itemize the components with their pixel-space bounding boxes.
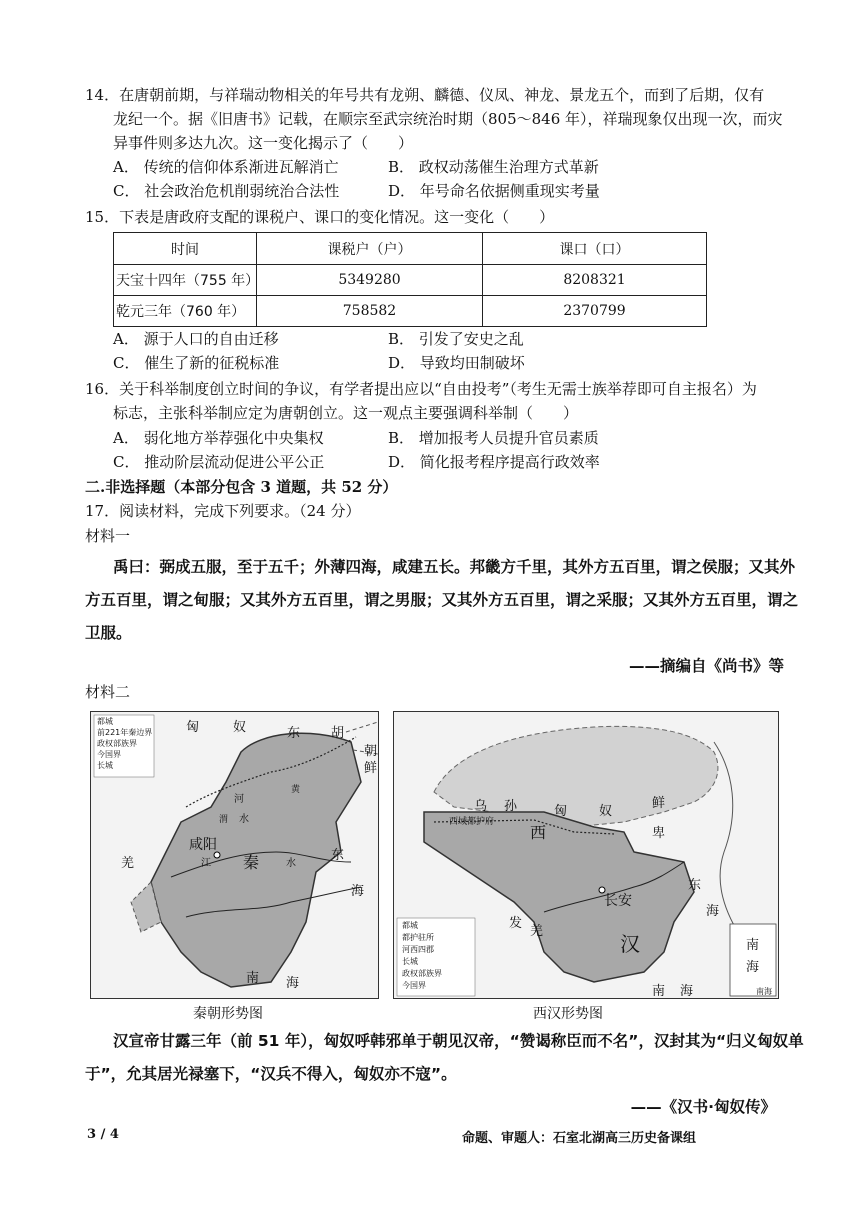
- q14-option-b: B． 政权动荡催生治理方式革新: [388, 158, 599, 176]
- table-row: [114, 265, 707, 296]
- q15-option-c: C． 催生了新的征税标准: [113, 354, 280, 372]
- map-legend-item: 今国界: [402, 981, 426, 990]
- material2-line2: 于”，允其居光禄塞下，“汉兵不得入，匈奴亦不寇”。: [85, 1065, 457, 1083]
- q14-line1: 14．在唐朝前期，与祥瑞动物相关的年号共有龙朔、麟德、仪凤、神龙、景龙五个，而到了后期，仅有: [85, 86, 765, 104]
- table-header-cell: 课税户（户）: [257, 233, 483, 265]
- map-legend-item: 河西四郡: [402, 945, 434, 954]
- material1-line2: 方五百里，谓之甸服；又其外方五百里，谓之男服；又其外方五百里，谓之采服；又其外方五百里，谓之: [85, 591, 799, 609]
- qin-map-caption: 秦朝形势图: [193, 1006, 263, 1022]
- section-heading: 二.非选择题（本部分包含 3 道题，共 52 分）: [85, 478, 398, 496]
- map-legend-item: 今国界: [97, 750, 121, 759]
- map-label: 南: [652, 984, 666, 999]
- q15-line1: 15．下表是唐政府支配的课税户、课口的变化情况。这一变化（ ）: [85, 208, 555, 226]
- table-cell: 8208321: [483, 265, 707, 296]
- map-legend-item: 长城: [402, 957, 418, 966]
- map-label: 海: [680, 984, 694, 999]
- map-label: 西: [530, 823, 547, 842]
- map-legend-item: 都城: [402, 921, 418, 930]
- qin-map: [90, 711, 379, 999]
- table-cell: 2370799: [483, 296, 707, 327]
- map-label: 秦: [243, 853, 260, 872]
- map-label: 东: [331, 848, 345, 863]
- map-label: 南海: [756, 987, 772, 996]
- table-cell: 天宝十四年（755 年）: [114, 265, 257, 296]
- q14-option-c: C． 社会政治危机削弱统治合法性: [113, 182, 340, 200]
- page-number: 3 / 4: [87, 1127, 119, 1142]
- q16-option-a: A． 弱化地方举荐强化中央集权: [113, 429, 324, 447]
- map-legend-item: 政权部族界: [402, 969, 442, 978]
- map-label: 水: [239, 814, 249, 825]
- q15-option-b: B． 引发了安史之乱: [388, 330, 524, 348]
- map-label: 鲜: [652, 796, 666, 811]
- q14-line2: 龙纪一个。据《旧唐书》记载，在顺宗至武宗统治时期（805～846 年），祥瑞现象仅出现一次，而灾: [113, 110, 783, 128]
- material1-line1: 禹曰：弼成五服，至于五千；外薄四海，咸建五长。邦畿方千里，其外方五百里，谓之侯服；又其外: [113, 558, 796, 576]
- table-cell: 5349280: [257, 265, 483, 296]
- map-label: 河: [234, 794, 244, 805]
- map-label: 匈: [186, 720, 200, 735]
- footer-author: 命题、审题人：石室北湖高三历史备课组: [462, 1131, 697, 1146]
- map-label: 渭: [219, 815, 229, 825]
- map-label: 朝: [364, 744, 378, 759]
- q15-option-a: A． 源于人口的自由迁移: [113, 330, 279, 348]
- map-label: 海: [286, 976, 300, 991]
- map-label: 江: [201, 858, 211, 869]
- map-label: 奴: [233, 720, 247, 735]
- map-label: 东: [688, 878, 702, 893]
- q16-option-c: C． 推动阶层流动促进公平公正: [113, 453, 325, 471]
- map-label: 乌: [474, 799, 488, 814]
- tax-table: [113, 232, 707, 327]
- map-label: 南: [246, 971, 260, 986]
- map-legend-item: 长城: [97, 761, 113, 770]
- map-label: 羌: [121, 856, 135, 871]
- map-label: 黄: [291, 785, 301, 795]
- map-label: 孙: [504, 799, 518, 814]
- map-legend-item: 前221年秦边界: [97, 728, 153, 737]
- map-label: 南: [746, 938, 760, 953]
- q16-line2: 标志，主张科举制应定为唐朝创立。这一观点主要强调科举制（ ）: [113, 404, 579, 422]
- table-header-cell: 课口（口）: [483, 233, 707, 265]
- western-han-map-shape: [394, 712, 778, 998]
- material2-source: ——《汉书·匈奴传》: [630, 1098, 776, 1116]
- map-label: 海: [351, 884, 365, 899]
- map-label: 奴: [599, 804, 613, 819]
- table-header-row: [114, 233, 707, 265]
- q16-option-b: B． 增加报考人员提升官员素质: [388, 429, 599, 447]
- material1-label: 材料一: [85, 527, 131, 545]
- map-capital-label: 咸阳: [189, 837, 217, 853]
- map-legend-item: 都城: [97, 717, 113, 726]
- map-label: 水: [286, 858, 296, 869]
- map-legend-item: 政权部族界: [97, 739, 137, 748]
- table-cell: 乾元三年（760 年）: [114, 296, 257, 327]
- q16-option-d: D． 简化报考程序提高行政效率: [388, 453, 600, 471]
- map-legend-item: 都护驻所: [402, 933, 434, 942]
- q16-line1: 16．关于科举制度创立时间的争议，有学者提出应以“自由投考”（考生无需士族举荐即可自主报名）为: [85, 380, 757, 398]
- map-label: 海: [746, 960, 760, 975]
- table-header-cell: 时间: [114, 233, 257, 265]
- map-label: 发: [509, 916, 523, 931]
- map-label: 东: [287, 726, 301, 741]
- map-label: 胡: [331, 726, 345, 741]
- q14-option-d: D． 年号命名依据侧重现实考量: [388, 182, 600, 200]
- map-label: 海: [706, 904, 720, 919]
- q14-line3: 异事件则多达九次。这一变化揭示了（ ）: [113, 134, 414, 152]
- q17-line1: 17．阅读材料，完成下列要求。（24 分）: [85, 502, 361, 520]
- map-label: 卑: [652, 826, 666, 841]
- map-label: 匈: [554, 804, 568, 819]
- q14-option-a: A． 传统的信仰体系渐进瓦解消亡: [113, 158, 339, 176]
- map-label: 鲜: [364, 761, 378, 776]
- western-han-map: [393, 711, 779, 999]
- material2-label: 材料二: [85, 683, 131, 701]
- map-label: 西域都护府: [449, 817, 495, 827]
- table-cell: 758582: [257, 296, 483, 327]
- material1-line3: 卫服。: [85, 624, 132, 642]
- map-label: 汉: [620, 932, 640, 956]
- table-row: [114, 296, 707, 327]
- map-capital-label: 长安: [604, 893, 632, 909]
- han-map-caption: 西汉形势图: [533, 1006, 603, 1022]
- q15-option-d: D． 导致均田制破坏: [388, 354, 525, 372]
- map-label: 羌: [530, 924, 544, 939]
- material2-line1: 汉宣帝甘露三年（前 51 年），匈奴呼韩邪单于朝见汉帝，“赞谒称臣而不名”，汉封其为“归义匈奴单: [113, 1032, 804, 1050]
- material1-source: ——摘编自《尚书》等: [628, 657, 784, 675]
